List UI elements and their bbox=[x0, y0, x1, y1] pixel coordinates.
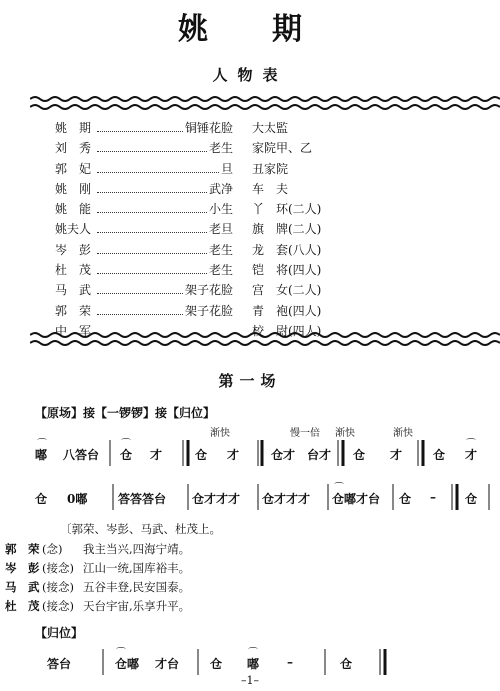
beat-token: – bbox=[287, 655, 293, 669]
percussion-staff-2 bbox=[35, 482, 500, 512]
beat-token: 才 bbox=[227, 448, 240, 462]
beat-token: 仓 bbox=[465, 492, 478, 506]
cast-row bbox=[55, 199, 495, 219]
extra-role: 宫 女(二人) bbox=[252, 283, 322, 298]
beat-token: 答台 bbox=[47, 657, 72, 671]
beat-token: 嘟 bbox=[247, 657, 260, 671]
beat-token: 仓才才才 bbox=[262, 492, 311, 506]
actor-role-name: 姚夫人 bbox=[55, 222, 92, 237]
scene-title: 第一场 bbox=[218, 372, 282, 390]
actor-role-name: 姚 期 bbox=[55, 121, 92, 135]
extra-role: 铠 将(四人) bbox=[252, 263, 322, 278]
tempo-annotation: 慢一倍 bbox=[290, 428, 320, 439]
cast-row bbox=[55, 280, 495, 300]
actor-role-name: 杜 茂 bbox=[55, 263, 92, 278]
extra-role: 青 袍(四人) bbox=[252, 303, 322, 318]
speaker-name: 郭 荣 bbox=[5, 542, 40, 556]
extra-role: 丫 环(二人) bbox=[252, 202, 322, 217]
fermata-icon: ⌒ bbox=[116, 648, 126, 659]
delivery-mode: (念) bbox=[42, 542, 63, 556]
title-char-1: 姚 bbox=[178, 12, 208, 47]
beat-token: 仓才才才 bbox=[192, 492, 241, 506]
actor-role-name: 姚 刚 bbox=[55, 181, 92, 196]
title-char-2: 期 bbox=[272, 12, 302, 47]
stage-direction: 〔郭荣、岑彭、马武、杜茂上。 bbox=[60, 522, 221, 536]
cast-row bbox=[55, 118, 495, 138]
fermata-icon: ⌒ bbox=[248, 648, 258, 659]
staff-1-barlines bbox=[35, 438, 500, 468]
speaker-name: 马 武 bbox=[5, 580, 40, 594]
role-type: 小生 bbox=[207, 199, 233, 219]
tempo-annotation: 渐快 bbox=[393, 428, 413, 439]
beat-token: 仓 bbox=[120, 448, 133, 462]
page-number: –1– bbox=[241, 674, 259, 687]
delivery-mode: (接念) bbox=[42, 561, 74, 575]
cast-row bbox=[55, 159, 495, 179]
actor-role-name: 郭 荣 bbox=[55, 303, 92, 318]
cast-row bbox=[55, 260, 495, 280]
cue-line-2: 【归位】 bbox=[35, 626, 84, 640]
beat-token: 仓嘟才台 bbox=[332, 492, 381, 506]
beat-token: 八答台 bbox=[63, 448, 100, 462]
role-type: 老生 bbox=[207, 138, 233, 158]
cast-row bbox=[55, 219, 495, 239]
extra-role: 龙 套(八人) bbox=[252, 242, 322, 257]
beat-token: 才 bbox=[150, 448, 163, 462]
fermata-icon: ⌒ bbox=[121, 439, 131, 450]
beat-token: 仓 bbox=[35, 492, 48, 506]
dot-leader bbox=[97, 172, 233, 173]
role-type: 铜锤花脸 bbox=[183, 118, 233, 138]
role-type: 老旦 bbox=[207, 219, 233, 239]
extra-role: 校 尉(四人) bbox=[252, 323, 322, 338]
cast-row bbox=[55, 138, 495, 158]
actor-role-name: 岑 彭 bbox=[55, 242, 92, 257]
delivery-mode: (接念) bbox=[42, 580, 74, 594]
extra-role: 丑家院 bbox=[252, 161, 289, 176]
percussion-staff-1 bbox=[35, 428, 500, 468]
extra-role: 旗 牌(二人) bbox=[252, 222, 322, 237]
role-type: 老生 bbox=[207, 260, 233, 280]
dialogue-text: 天台宇宙,乐享升平。 bbox=[83, 599, 191, 613]
extra-role: 家院甲、乙 bbox=[252, 141, 313, 156]
extra-role: 车 夫 bbox=[252, 181, 289, 196]
extra-role: 大太監 bbox=[252, 121, 289, 135]
fermata-icon: ⌒ bbox=[466, 439, 476, 450]
cast-row bbox=[55, 240, 495, 260]
beat-token: 仓 bbox=[195, 448, 208, 462]
beat-token: 答答答台 bbox=[118, 492, 167, 506]
beat-token: 仓 bbox=[433, 448, 446, 462]
wavy-divider-top bbox=[30, 95, 500, 113]
beat-token: 仓才 bbox=[271, 448, 296, 462]
fermata-icon: ⌒ bbox=[334, 483, 344, 494]
actor-role-name: 马 武 bbox=[55, 283, 92, 298]
speaker-name: 杜 茂 bbox=[5, 599, 40, 613]
beat-token: 仓 bbox=[340, 657, 353, 671]
actor-role-name: 中 军 bbox=[55, 323, 92, 338]
beat-token: 仓 bbox=[210, 657, 223, 671]
actor-role-name: 郭 妃 bbox=[55, 161, 92, 176]
role-type: 老生 bbox=[207, 240, 233, 260]
cast-row bbox=[55, 301, 495, 321]
percussion-staff-3 bbox=[35, 647, 500, 677]
beat-token: 0嘟 bbox=[67, 492, 88, 506]
tempo-annotation: 渐快 bbox=[210, 428, 230, 439]
cue-line-1: 【原场】接【一锣锣】接【归位】 bbox=[35, 406, 216, 420]
beat-token: 才 bbox=[465, 448, 478, 462]
dialogue-text: 江山一统,国库裕丰。 bbox=[83, 561, 191, 575]
speaker-name: 岑 彭 bbox=[5, 561, 40, 575]
dialogue-text: 我主当兴,四海宁靖。 bbox=[83, 542, 191, 556]
beat-token: 嘟 bbox=[35, 448, 48, 462]
fermata-icon: ⌒ bbox=[37, 439, 47, 450]
tempo-annotation: 渐快 bbox=[335, 428, 355, 439]
cast-heading: 人物表 bbox=[212, 66, 288, 84]
dialogue-text: 五谷丰登,民安国泰。 bbox=[83, 580, 191, 594]
beat-token: 仓 bbox=[399, 492, 412, 506]
beat-token: 才台 bbox=[155, 657, 180, 671]
role-type: 架子花脸 bbox=[183, 301, 233, 321]
page-title bbox=[0, 4, 500, 47]
beat-token: 仓嘟 bbox=[115, 657, 140, 671]
actor-role-name: 姚 能 bbox=[55, 202, 92, 217]
actor-role-name: 刘 秀 bbox=[55, 141, 92, 156]
role-type: 旦 bbox=[219, 159, 233, 179]
role-type: 武净 bbox=[207, 179, 233, 199]
role-type: 架子花脸 bbox=[183, 280, 233, 300]
beat-token: 台才 bbox=[307, 448, 332, 462]
beat-token: 仓 bbox=[353, 448, 366, 462]
wavy-divider-bottom bbox=[30, 331, 500, 349]
cast-list bbox=[55, 118, 495, 341]
beat-token: – bbox=[430, 490, 436, 504]
beat-token: 才 bbox=[390, 448, 403, 462]
delivery-mode: (接念) bbox=[42, 599, 74, 613]
staff-3-barlines bbox=[35, 647, 500, 677]
cast-row bbox=[55, 179, 495, 199]
